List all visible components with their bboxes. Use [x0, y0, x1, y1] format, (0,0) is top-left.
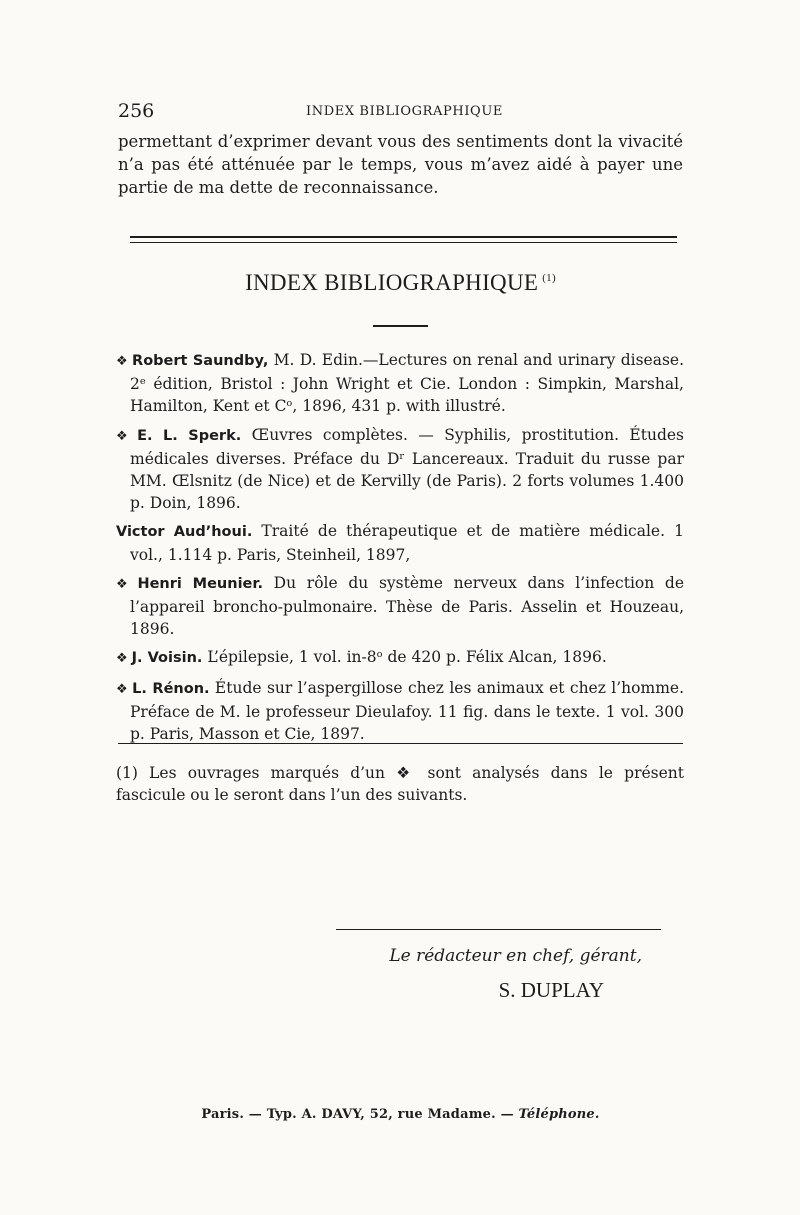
section-title-text: INDEX BIBLIOGRAPHIQUE — [245, 270, 539, 295]
title-underline — [373, 325, 428, 327]
section-divider — [130, 236, 677, 243]
intro-paragraph-block — [118, 130, 683, 199]
intro-paragraph: permettant d’exprimer devant vous des sentiments dont la vivacité n’a pas été atténuée par le temps, vous m’avez aidé à payer une partie de ma dette de reconnaissance. — [118, 132, 683, 197]
section-title — [118, 270, 683, 296]
signature-divider — [336, 929, 661, 930]
entry-author: E. L. Sperk. — [137, 427, 242, 444]
printer-address: Paris. — Typ. A. DAVY, 52, rue Madame. — — [201, 1107, 519, 1122]
page-number: 256 — [118, 100, 155, 122]
entry-citation: Du rôle du système nerveux dans l’infection de l’appareil broncho-pulmonaire. Thèse de Paris. Asselin et Houzeau, 1896. — [130, 573, 685, 639]
analysed-marker-icon: ❖ — [116, 651, 128, 667]
bibliography-list — [116, 349, 684, 751]
analysed-marker-icon: ❖ — [116, 681, 129, 697]
running-title: INDEX BIBLIOGRAPHIQUE — [306, 104, 503, 119]
entry-author: Victor Aud’houi. — [116, 524, 253, 541]
footnote-reference: (1) — [542, 272, 556, 284]
running-head — [118, 100, 683, 122]
entry-author: Henri Meunier. — [137, 575, 263, 592]
analysed-marker-icon: ❖ — [396, 764, 417, 782]
printer-phone: Téléphone. — [518, 1107, 600, 1122]
entry-citation: Œuvres complètes. — Syphilis, prostitution. Études médicales diverses. Préface du Dʳ Lancereaux. Traduit du russe par MM. Œlsnitz (de Nice) et de Kervilly (de Paris). 2 forts volumes 1.400 p. Doin, 1896. — [130, 425, 685, 513]
entry-author: L. Rénon. — [132, 680, 210, 697]
footnote-text-start: (1) Les ouvrages marqués d’un — [116, 764, 397, 782]
entry-author: J. Voisin. — [131, 650, 203, 667]
entry-citation: Traité de thérapeutique et de matière médicale. 1 vol., 1.114 p. Paris, Steinheil, 1897, — [130, 522, 684, 564]
bibliography-entry — [116, 572, 684, 641]
bibliography-entry — [116, 646, 684, 670]
footnote-divider — [118, 743, 683, 744]
entry-citation: L’épilepsie, 1 vol. in-8ᵒ de 420 p. Félix Alcan, 1896. — [202, 648, 607, 667]
analysed-marker-icon: ❖ — [116, 428, 134, 444]
printer-imprint — [118, 1107, 683, 1122]
bibliography-entry — [116, 520, 684, 565]
bibliography-entry — [116, 424, 684, 515]
signature-block — [330, 944, 642, 1003]
footnote-text — [116, 762, 684, 806]
analysed-marker-icon: ❖ — [116, 576, 134, 592]
entry-author: Robert Saundby, — [132, 353, 269, 369]
editor-role: Le rédacteur en chef, gérant, — [389, 946, 642, 966]
bibliography-entry — [116, 677, 684, 746]
footnote — [116, 762, 684, 806]
editor-name: S. DUPLAY — [498, 978, 604, 1002]
entry-citation: M. D. Edin.—Lectures on renal and urinary disease. 2ᵉ édition, Bristol : John Wright et Cie. London : Simpkin, Marshal, Hamilton, Kent et Cᵒ, 1896, 431 p. with illustré. — [130, 351, 685, 416]
bibliography-entry — [116, 349, 684, 418]
entry-citation: Étude sur l’aspergillose chez les animaux et chez l’homme. Préface de M. le professeur Dieulafoy. 11 fig. dans le texte. 1 vol. 300 p. Paris, Masson et Cie, 1897. — [130, 678, 684, 744]
analysed-marker-icon: ❖ — [116, 354, 129, 369]
footnote-text-end: sont analysés dans le présent fascicule ou le seront dans l’un des suivants. — [116, 764, 684, 804]
